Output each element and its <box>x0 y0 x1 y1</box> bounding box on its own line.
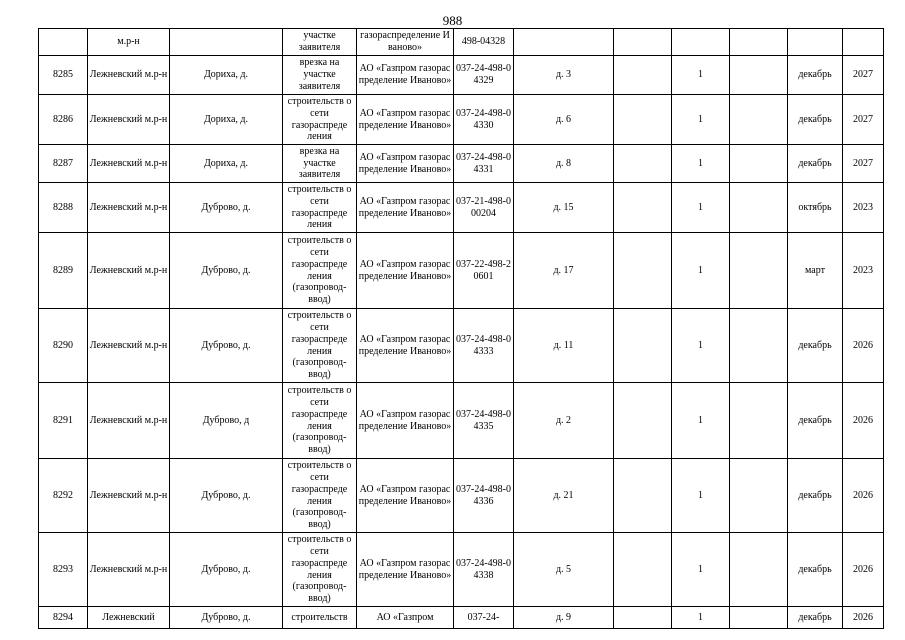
district-cell: Лежневский <box>88 607 170 629</box>
organization-cell: АО «Газпром газораспределение Иваново» <box>357 95 454 145</box>
empty-cell-cell <box>730 95 788 145</box>
locality-cell: Дориха, д. <box>170 56 283 95</box>
empty-cell-cell <box>730 459 788 533</box>
row-number-cell: 8285 <box>39 56 88 95</box>
table-row <box>39 607 884 629</box>
district-cell: Лежневский м.р-н <box>88 383 170 459</box>
empty-cell-cell <box>614 95 672 145</box>
quantity-cell: 1 <box>672 533 730 607</box>
quantity-cell: 1 <box>672 459 730 533</box>
organization-cell: АО «Газпром газораспределение Иваново» <box>357 183 454 233</box>
district-cell: Лежневский м.р-н <box>88 183 170 233</box>
empty-cell-cell <box>614 607 672 629</box>
year-cell <box>843 29 884 56</box>
work-type-cell: строительств о сети газораспреде ления (газопровод-ввод) <box>283 233 357 309</box>
year-cell: 2026 <box>843 383 884 459</box>
locality-cell: Дуброво, д. <box>170 183 283 233</box>
empty-cell-cell <box>614 383 672 459</box>
empty-cell-cell <box>614 459 672 533</box>
application-code-cell: 037-21-498-000204 <box>454 183 514 233</box>
locality-cell: Дуброво, д. <box>170 533 283 607</box>
quantity-cell: 1 <box>672 233 730 309</box>
locality-cell: Дуброво, д <box>170 383 283 459</box>
gasification-table <box>38 28 884 629</box>
empty-cell-cell <box>614 309 672 383</box>
quantity-cell: 1 <box>672 56 730 95</box>
month-cell: декабрь <box>788 145 843 183</box>
year-cell: 2023 <box>843 183 884 233</box>
locality-cell: Дориха, д. <box>170 95 283 145</box>
organization-cell: АО «Газпром газораспределение Иваново» <box>357 383 454 459</box>
row-number-cell: 8286 <box>39 95 88 145</box>
organization-cell: АО «Газпром газораспределение Иваново» <box>357 459 454 533</box>
table-row <box>39 183 884 233</box>
row-number-cell: 8293 <box>39 533 88 607</box>
year-cell: 2026 <box>843 459 884 533</box>
empty-cell-cell <box>614 183 672 233</box>
quantity-cell: 1 <box>672 383 730 459</box>
organization-cell: АО «Газпром газораспределение Иваново» <box>357 56 454 95</box>
work-type-cell: строительств о сети газораспреде ления (газопровод-ввод) <box>283 309 357 383</box>
work-type-cell: участке заявителя <box>283 29 357 56</box>
table-row <box>39 233 884 309</box>
row-number-cell <box>39 29 88 56</box>
quantity-cell <box>672 29 730 56</box>
table-row <box>39 383 884 459</box>
empty-cell-cell <box>730 309 788 383</box>
page-number: 988 <box>442 13 463 28</box>
work-type-cell: врезка на участке заявителя <box>283 145 357 183</box>
work-type-cell: строительств о сети газораспреде ления (газопровод-ввод) <box>283 459 357 533</box>
house-cell <box>514 29 614 56</box>
empty-cell-cell <box>730 145 788 183</box>
year-cell: 2027 <box>843 95 884 145</box>
month-cell: декабрь <box>788 607 843 629</box>
district-cell: Лежневский м.р-н <box>88 309 170 383</box>
application-code-cell: 037-24-498-04336 <box>454 459 514 533</box>
empty-cell-cell <box>614 233 672 309</box>
house-cell: д. 3 <box>514 56 614 95</box>
work-type-cell: врезка на участке заявителя <box>283 56 357 95</box>
quantity-cell: 1 <box>672 309 730 383</box>
district-cell: Лежневский м.р-н <box>88 533 170 607</box>
quantity-cell: 1 <box>672 183 730 233</box>
quantity-cell: 1 <box>672 607 730 629</box>
house-cell: д. 5 <box>514 533 614 607</box>
table-row <box>39 309 884 383</box>
month-cell: декабрь <box>788 383 843 459</box>
empty-cell-cell <box>614 56 672 95</box>
organization-cell: АО «Газпром газораспределение Иваново» <box>357 533 454 607</box>
month-cell: декабрь <box>788 459 843 533</box>
empty-cell-cell <box>730 56 788 95</box>
organization-cell: АО «Газпром газораспределение Иваново» <box>357 145 454 183</box>
organization-cell: АО «Газпром газораспределение Иваново» <box>357 309 454 383</box>
year-cell: 2026 <box>843 533 884 607</box>
month-cell: декабрь <box>788 533 843 607</box>
row-number-cell: 8288 <box>39 183 88 233</box>
application-code-cell: 037-24-498-04333 <box>454 309 514 383</box>
month-cell: декабрь <box>788 56 843 95</box>
house-cell: д. 8 <box>514 145 614 183</box>
row-number-cell: 8287 <box>39 145 88 183</box>
work-type-cell: строительств о сети газораспреде ления <box>283 95 357 145</box>
house-cell: д. 21 <box>514 459 614 533</box>
empty-cell-cell <box>730 183 788 233</box>
month-cell <box>788 29 843 56</box>
row-number-cell: 8291 <box>39 383 88 459</box>
application-code-cell: 037-24-498-04331 <box>454 145 514 183</box>
year-cell: 2023 <box>843 233 884 309</box>
table-row <box>39 533 884 607</box>
work-type-cell: строительств <box>283 607 357 629</box>
locality-cell: Дуброво, д. <box>170 607 283 629</box>
application-code-cell: 037-24-498-04335 <box>454 383 514 459</box>
organization-cell: газораспределение Иваново» <box>357 29 454 56</box>
district-cell: Лежневский м.р-н <box>88 56 170 95</box>
table-row <box>39 459 884 533</box>
locality-cell <box>170 29 283 56</box>
house-cell: д. 9 <box>514 607 614 629</box>
work-type-cell: строительств о сети газораспреде ления (газопровод-ввод) <box>283 533 357 607</box>
locality-cell: Дуброво, д. <box>170 233 283 309</box>
locality-cell: Дуброво, д. <box>170 309 283 383</box>
empty-cell-cell <box>614 145 672 183</box>
empty-cell-cell <box>730 607 788 629</box>
month-cell: декабрь <box>788 95 843 145</box>
month-cell: декабрь <box>788 309 843 383</box>
row-number-cell: 8290 <box>39 309 88 383</box>
empty-cell-cell <box>614 29 672 56</box>
table-row <box>39 95 884 145</box>
empty-cell-cell <box>730 533 788 607</box>
application-code-cell: 037-24-498-04330 <box>454 95 514 145</box>
empty-cell-cell <box>730 233 788 309</box>
house-cell: д. 2 <box>514 383 614 459</box>
house-cell: д. 15 <box>514 183 614 233</box>
row-number-cell: 8289 <box>39 233 88 309</box>
organization-cell: АО «Газпром <box>357 607 454 629</box>
application-code-cell: 498-04328 <box>454 29 514 56</box>
quantity-cell: 1 <box>672 145 730 183</box>
locality-cell: Дуброво, д. <box>170 459 283 533</box>
work-type-cell: строительств о сети газораспреде ления <box>283 183 357 233</box>
quantity-cell: 1 <box>672 95 730 145</box>
district-cell: Лежневский м.р-н <box>88 95 170 145</box>
table-row <box>39 145 884 183</box>
month-cell: октябрь <box>788 183 843 233</box>
organization-cell: АО «Газпром газораспределение Иваново» <box>357 233 454 309</box>
house-cell: д. 11 <box>514 309 614 383</box>
house-cell: д. 17 <box>514 233 614 309</box>
year-cell: 2026 <box>843 309 884 383</box>
year-cell: 2027 <box>843 145 884 183</box>
table-row <box>39 29 884 56</box>
year-cell: 2026 <box>843 607 884 629</box>
district-cell: Лежневский м.р-н <box>88 233 170 309</box>
district-cell: Лежневский м.р-н <box>88 145 170 183</box>
empty-cell-cell <box>614 533 672 607</box>
district-cell: м.р-н <box>88 29 170 56</box>
year-cell: 2027 <box>843 56 884 95</box>
month-cell: март <box>788 233 843 309</box>
empty-cell-cell <box>730 383 788 459</box>
work-type-cell: строительств о сети газораспреде ления (газопровод-ввод) <box>283 383 357 459</box>
application-code-cell: 037-22-498-20601 <box>454 233 514 309</box>
application-code-cell: 037-24-498-04338 <box>454 533 514 607</box>
district-cell: Лежневский м.р-н <box>88 459 170 533</box>
application-code-cell: 037-24- <box>454 607 514 629</box>
table-row <box>39 56 884 95</box>
row-number-cell: 8292 <box>39 459 88 533</box>
empty-cell-cell <box>730 29 788 56</box>
application-code-cell: 037-24-498-04329 <box>454 56 514 95</box>
row-number-cell: 8294 <box>39 607 88 629</box>
house-cell: д. 6 <box>514 95 614 145</box>
locality-cell: Дориха, д. <box>170 145 283 183</box>
